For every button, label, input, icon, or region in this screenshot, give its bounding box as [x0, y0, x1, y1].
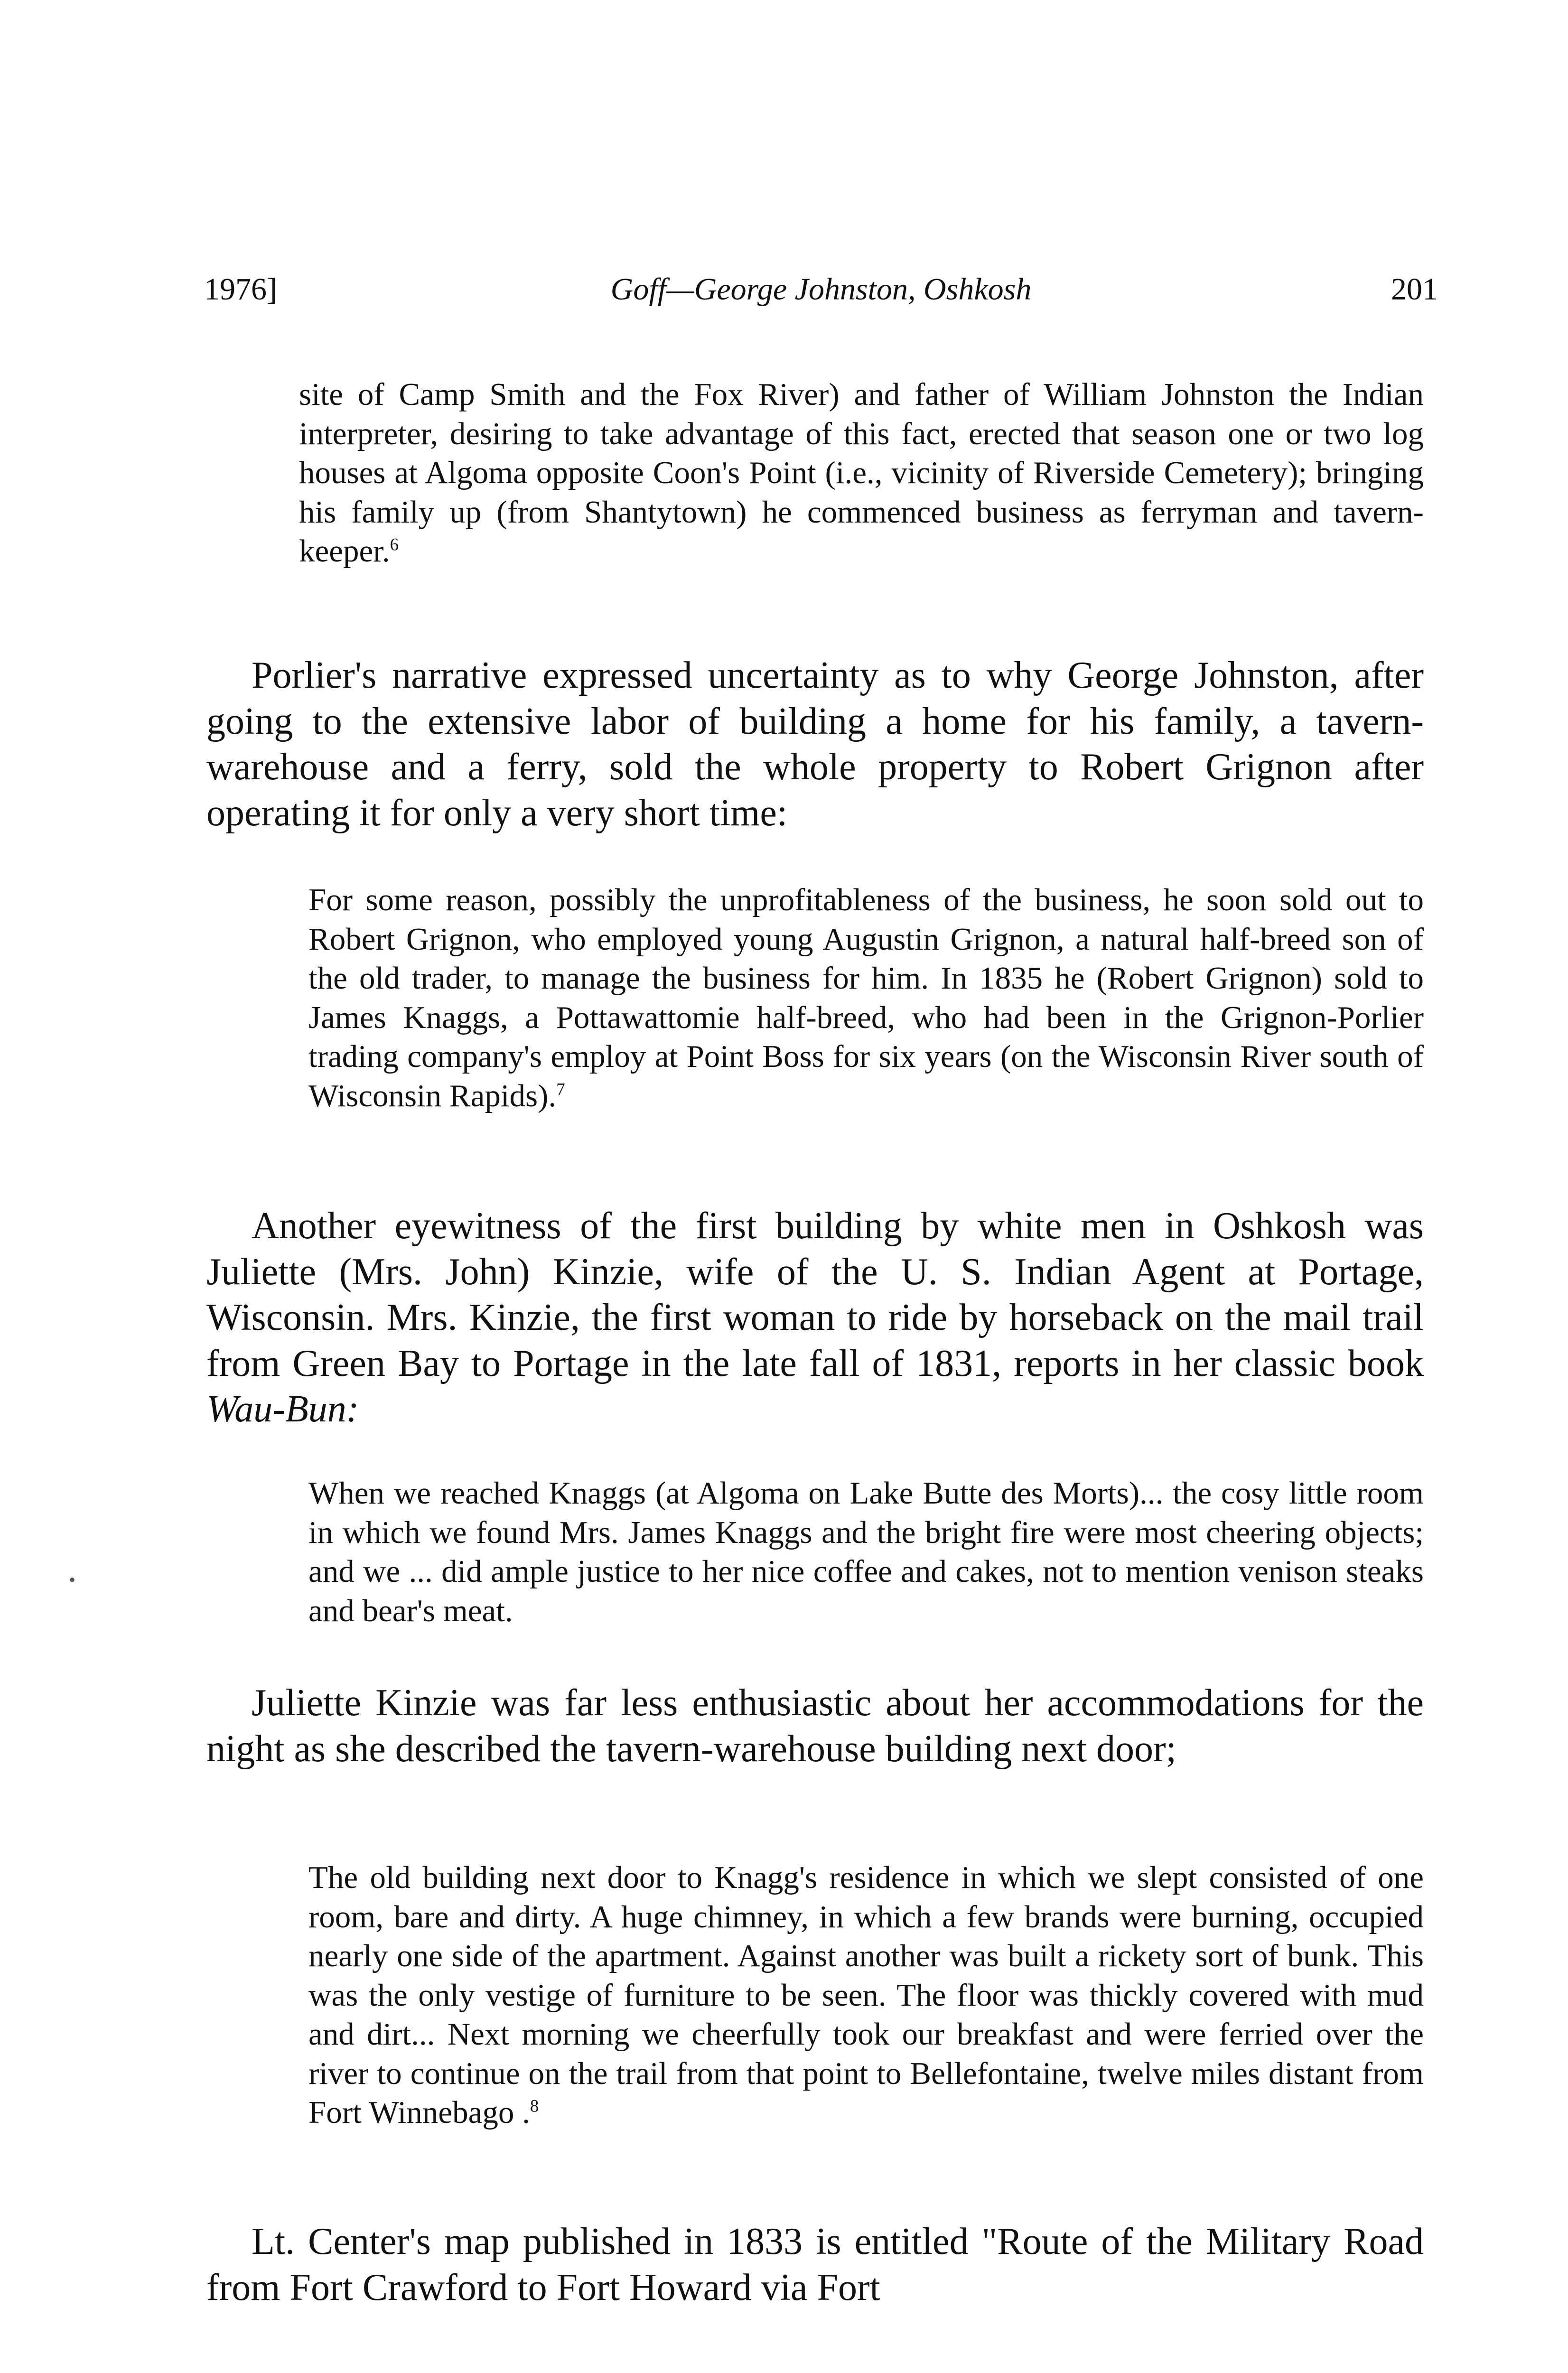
running-header	[204, 263, 1438, 316]
paragraph-4-text: Lt. Center's map published in 1833 is entitled "Route of the Military Road from Fort Crawford to Fort Howard via Fort	[206, 2221, 1424, 2308]
quote-4-text: The old building next door to Knagg's residence in which we slept consisted of one room, bare and dirty. A huge chimney, in which a few brands were burning, occupied nearly one side of the apartment. Against another was built a rickety sort of bunk. This was the only vestige of furniture to be seen. The floor was thickly covered with mud and dirt... Next morning we cheerfully took our breakfast and were ferried over the river to continue on the trail from that point to Bellefontaine, twelve miles distant from Fort Winnebago .	[308, 1860, 1424, 2130]
header-year: 1976]	[204, 272, 277, 307]
paragraph-2-text: Another eyewitness of the first building by white men in Oshkosh was Juliette (Mrs. John) Kinzie, wife of the U. S. Indian Agent at Portage, Wisconsin. Mrs. Kinzie, the first woman to ride by horseback on the mail trail from Green Bay to Portage in the late fall of 1831, reports in her classic book	[206, 1205, 1424, 1384]
block-quote-3	[308, 1474, 1424, 1630]
block-quote-1	[299, 375, 1424, 571]
block-quote-4	[308, 1858, 1424, 2132]
page-number: 201	[1391, 272, 1438, 307]
scan-speck: •	[69, 1569, 76, 1590]
footnote-ref-8: 8	[530, 2096, 539, 2116]
paragraph-2	[206, 1203, 1424, 1432]
paragraph-1-text: Porlier's narrative expressed uncertainty as to why George Johnston, after going to the extensive labor of building a home for his family, a tavern-warehouse and a ferry, sold the whole property to Robert Grignon after operating it for only a very short time:	[206, 654, 1424, 834]
footnote-ref-7: 7	[556, 1079, 565, 1099]
quote-2-text: For some reason, possibly the unprofitableness of the business, he soon sold out to Robert Grignon, who employed young Augustin Grignon, a natural half-breed son of the old trader, to manage the business for him. In 1835 he (Robert Grignon) sold to James Knaggs, a Pottawattomie half-breed, who had been in the Grignon-Porlier trading company's employ at Point Boss for six years (on the Wisconsin River south of Wisconsin Rapids).	[308, 882, 1424, 1113]
quote-3-text: When we reached Knaggs (at Algoma on Lake Butte des Morts)... the cosy little room in which we found Mrs. James Knaggs and the bright fire were most cheering objects; and we ... did ample justice to her nice coffee and cakes, not to mention venison steaks and bear's meat.	[308, 1476, 1424, 1628]
quote-1-text: site of Camp Smith and the Fox River) and father of William Johnston the Indian interpreter, desiring to take advantage of this fact, erected that season one or two log houses at Algoma opposite Coon's Point (i.e., vicinity of Riverside Cemetery); bringing his family up (from Shantytown) he commenced business as ferryman and tavern-keeper.	[299, 377, 1424, 569]
book-title: Wau-Bun:	[206, 1388, 359, 1430]
paragraph-1	[206, 653, 1424, 836]
footnote-ref-6: 6	[390, 534, 399, 554]
paragraph-3	[206, 1680, 1424, 1772]
block-quote-2	[308, 880, 1424, 1115]
paragraph-4	[206, 2219, 1424, 2310]
running-title: Goff—George Johnston, Oshkosh	[610, 272, 1032, 307]
paragraph-3-text: Juliette Kinzie was far less enthusiastic about her accommodations for the night as she described the tavern-warehouse building next door;	[206, 1682, 1424, 1770]
